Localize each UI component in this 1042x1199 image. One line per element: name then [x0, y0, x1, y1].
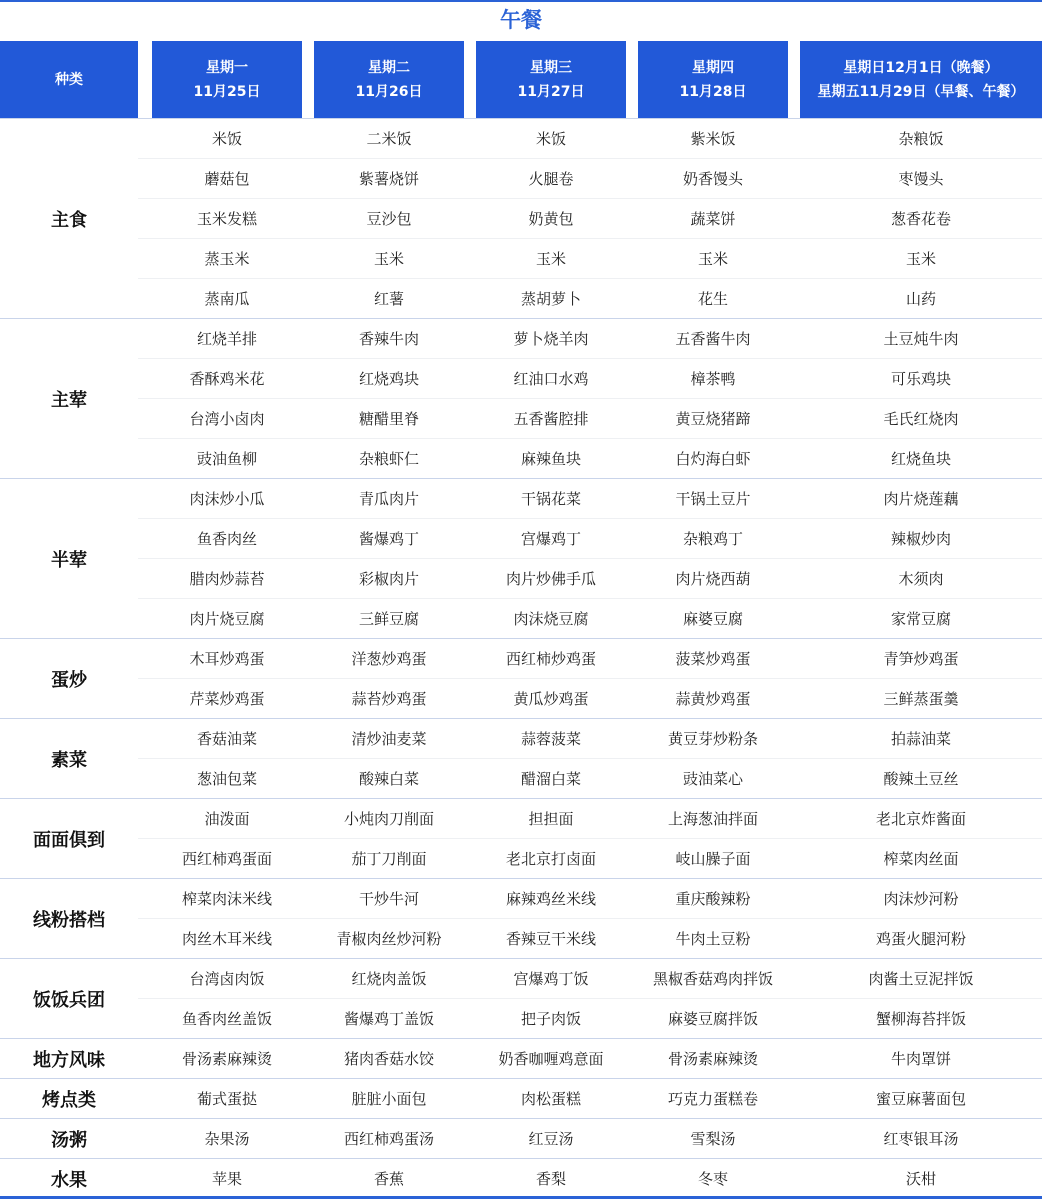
category-label: 半荤 [0, 478, 138, 638]
dish-cell: 杂粮虾仁 [358, 450, 419, 468]
menu-row [138, 278, 1042, 318]
menu-row [138, 638, 1042, 678]
dish-cell: 红烧肉盖饭 [351, 970, 427, 988]
category-label: 素菜 [0, 718, 138, 798]
dish-cell: 老北京打卤面 [505, 850, 596, 868]
header-day-weekday: 星期日12月1日（晚餐） [843, 59, 999, 76]
header-category [0, 41, 138, 118]
dish-cell: 紫米饭 [690, 130, 736, 148]
category-label: 主荤 [0, 318, 138, 478]
dish-cell: 猪肉香菇水饺 [343, 1050, 434, 1068]
dish-cell: 黄瓜炒鸡蛋 [513, 690, 589, 708]
dish-cell: 豆沙包 [366, 210, 412, 228]
dish-cell: 香菇油菜 [196, 730, 257, 748]
dish-cell: 玉米发糕 [196, 210, 257, 228]
dish-cell: 土豆炖牛肉 [883, 330, 959, 348]
dish-cell: 蒜黄炒鸡蛋 [675, 690, 751, 708]
dish-cell: 枣馒头 [898, 170, 944, 188]
dish-cell: 苹果 [211, 1170, 242, 1188]
dish-cell: 玉米 [697, 250, 728, 268]
dish-cell: 青瓜肉片 [358, 490, 419, 508]
dish-cell: 茄丁刀削面 [351, 850, 427, 868]
menu-title: 午餐 [0, 0, 1042, 38]
header-day-4 [638, 41, 788, 118]
dish-cell: 肉丝木耳米线 [181, 930, 272, 948]
header-day-3 [476, 41, 626, 118]
dish-cell: 骨汤素麻辣烫 [667, 1050, 758, 1068]
dish-cell: 上海葱油拌面 [667, 810, 758, 828]
dish-cell: 肉沫炒河粉 [883, 890, 959, 908]
dish-cell: 肉片炒佛手瓜 [505, 570, 596, 588]
dish-cell: 三鲜蒸蛋羹 [883, 690, 959, 708]
dish-cell: 酱爆鸡丁 [358, 530, 419, 548]
dish-cell: 萝卜烧羊肉 [513, 330, 589, 348]
dish-cell: 家常豆腐 [890, 610, 951, 628]
dish-cell: 酸辣土豆丝 [883, 770, 959, 788]
header-day-weekday: 星期四 [692, 59, 734, 76]
dish-cell: 西红柿鸡蛋汤 [343, 1130, 434, 1148]
dish-cell: 奶香馒头 [682, 170, 743, 188]
dish-cell: 豉油菜心 [682, 770, 743, 788]
category-label: 烤点类 [0, 1078, 138, 1118]
dish-cell: 黄豆烧猪蹄 [675, 410, 751, 428]
menu-row [138, 678, 1042, 718]
dish-cell: 木耳炒鸡蛋 [189, 650, 265, 668]
menu-row [138, 838, 1042, 878]
menu-row [138, 958, 1042, 998]
menu-row [138, 558, 1042, 598]
dish-cell: 红烧鸡块 [358, 370, 419, 388]
dish-cell: 油泼面 [204, 810, 250, 828]
dish-cell: 蟹柳海苔拌饭 [875, 1010, 966, 1028]
menu-row [138, 998, 1042, 1038]
dish-cell: 肉酱土豆泥拌饭 [868, 970, 974, 988]
dish-cell: 干炒牛河 [358, 890, 419, 908]
dish-cell: 肉松蛋糕 [520, 1090, 581, 1108]
menu-row [138, 758, 1042, 798]
menu-row [138, 1118, 1042, 1158]
dish-cell: 五香酱牛肉 [675, 330, 751, 348]
dish-cell: 山药 [905, 290, 936, 308]
dish-cell: 辣椒炒肉 [890, 530, 951, 548]
dish-cell: 二米饭 [366, 130, 412, 148]
dish-cell: 玉米 [535, 250, 566, 268]
dish-cell: 牛肉土豆粉 [675, 930, 751, 948]
dish-cell: 洋葱炒鸡蛋 [351, 650, 427, 668]
dish-cell: 奶香咖喱鸡意面 [498, 1050, 604, 1068]
dish-cell: 蔬菜饼 [690, 210, 736, 228]
dish-cell: 蒸玉米 [204, 250, 250, 268]
dish-cell: 岐山臊子面 [675, 850, 751, 868]
dish-cell: 杂果汤 [204, 1130, 250, 1148]
dish-cell: 酸辣白菜 [358, 770, 419, 788]
category-label: 蛋炒 [0, 638, 138, 718]
dish-cell: 清炒油麦菜 [351, 730, 427, 748]
menu-row [138, 1038, 1042, 1078]
dish-cell: 香蕉 [373, 1170, 404, 1188]
dish-cell: 菠菜炒鸡蛋 [675, 650, 751, 668]
dish-cell: 麻婆豆腐拌饭 [667, 1010, 758, 1028]
dish-cell: 麻婆豆腐 [682, 610, 743, 628]
dish-cell: 肉片烧莲藕 [883, 490, 959, 508]
dish-cell: 干锅花菜 [520, 490, 581, 508]
dish-cell: 把子肉饭 [520, 1010, 581, 1028]
category-label: 水果 [0, 1158, 138, 1198]
dish-cell: 醋溜白菜 [520, 770, 581, 788]
dish-cell: 蒜苔炒鸡蛋 [351, 690, 427, 708]
category-label: 主食 [0, 118, 138, 318]
header-category-label: 种类 [55, 71, 83, 88]
category-label: 地方风味 [0, 1038, 138, 1078]
dish-cell: 蜜豆麻薯面包 [875, 1090, 966, 1108]
dish-cell: 玉米 [905, 250, 936, 268]
header-day-date: 11月28日 [679, 83, 747, 100]
menu-row [138, 158, 1042, 198]
dish-cell: 红烧鱼块 [890, 450, 951, 468]
dish-cell: 肉片烧豆腐 [189, 610, 265, 628]
dish-cell: 脏脏小面包 [351, 1090, 427, 1108]
dish-cell: 杂粮鸡丁 [682, 530, 743, 548]
menu-row [138, 1158, 1042, 1198]
header-day-date: 星期五11月29日（早餐、午餐） [817, 83, 1025, 100]
dish-cell: 红枣银耳汤 [883, 1130, 959, 1148]
dish-cell: 黑椒香菇鸡肉拌饭 [652, 970, 773, 988]
dish-cell: 香梨 [535, 1170, 566, 1188]
category-label: 线粉搭档 [0, 878, 138, 958]
dish-cell: 花生 [697, 290, 728, 308]
dish-cell: 榨菜肉丝面 [883, 850, 959, 868]
menu-row [138, 878, 1042, 918]
menu-row [138, 438, 1042, 478]
dish-cell: 干锅土豆片 [675, 490, 751, 508]
menu-row [138, 798, 1042, 838]
dish-cell: 葱香花卷 [890, 210, 951, 228]
menu-row [138, 598, 1042, 638]
dish-cell: 沃柑 [905, 1170, 936, 1188]
header-day-weekday: 星期二 [368, 59, 410, 76]
dish-cell: 老北京炸酱面 [875, 810, 966, 828]
dish-cell: 红豆汤 [528, 1130, 574, 1148]
menu-row [138, 478, 1042, 518]
dish-cell: 杂粮饭 [898, 130, 944, 148]
header-day-date: 11月27日 [517, 83, 585, 100]
menu-row [138, 238, 1042, 278]
dish-cell: 巧克力蛋糕卷 [667, 1090, 758, 1108]
dish-cell: 红烧羊排 [196, 330, 257, 348]
category-label: 面面俱到 [0, 798, 138, 878]
dish-cell: 雪梨汤 [690, 1130, 736, 1148]
dish-cell: 白灼海白虾 [675, 450, 751, 468]
category-label: 汤粥 [0, 1118, 138, 1158]
dish-cell: 香辣牛肉 [358, 330, 419, 348]
dish-cell: 小炖肉刀削面 [343, 810, 434, 828]
dish-cell: 紫薯烧饼 [358, 170, 419, 188]
dish-cell: 冬枣 [697, 1170, 728, 1188]
dish-cell: 麻辣鸡丝米线 [505, 890, 596, 908]
dish-cell: 蒸胡萝卜 [520, 290, 581, 308]
dish-cell: 西红柿炒鸡蛋 [505, 650, 596, 668]
dish-cell: 红油口水鸡 [513, 370, 589, 388]
dish-cell: 台湾卤肉饭 [189, 970, 265, 988]
header-day-1 [152, 41, 302, 118]
dish-cell: 可乐鸡块 [890, 370, 951, 388]
dish-cell: 拍蒜油菜 [890, 730, 951, 748]
dish-cell: 鸡蛋火腿河粉 [875, 930, 966, 948]
dish-cell: 蘑菇包 [204, 170, 250, 188]
dish-cell: 担担面 [528, 810, 574, 828]
dish-cell: 樟茶鸭 [690, 370, 736, 388]
dish-cell: 腊肉炒蒜苔 [189, 570, 265, 588]
dish-cell: 米饭 [535, 130, 566, 148]
dish-cell: 西红柿鸡蛋面 [181, 850, 272, 868]
dish-cell: 玉米 [373, 250, 404, 268]
dish-cell: 香辣豆干米线 [505, 930, 596, 948]
dish-cell: 肉片烧西葫 [675, 570, 751, 588]
menu-row [138, 358, 1042, 398]
dish-cell: 重庆酸辣粉 [675, 890, 751, 908]
dish-cell: 青椒肉丝炒河粉 [336, 930, 442, 948]
dish-cell: 宫爆鸡丁饭 [513, 970, 589, 988]
menu-row [138, 718, 1042, 758]
dish-cell: 黄豆芽炒粉条 [667, 730, 758, 748]
dish-cell: 肉沫炒小瓜 [189, 490, 265, 508]
dish-cell: 木须肉 [898, 570, 944, 588]
menu-row [138, 398, 1042, 438]
dish-cell: 米饭 [211, 130, 242, 148]
dish-cell: 香酥鸡米花 [189, 370, 265, 388]
dish-cell: 青笋炒鸡蛋 [883, 650, 959, 668]
menu-row [138, 318, 1042, 358]
dish-cell: 鱼香肉丝盖饭 [181, 1010, 272, 1028]
header-day-weekday: 星期三 [530, 59, 572, 76]
dish-cell: 榨菜肉沫米线 [181, 890, 272, 908]
dish-cell: 葡式蛋挞 [196, 1090, 257, 1108]
dish-cell: 台湾小卤肉 [189, 410, 265, 428]
dish-cell: 彩椒肉片 [358, 570, 419, 588]
dish-cell: 糖醋里脊 [358, 410, 419, 428]
dish-cell: 火腿卷 [528, 170, 574, 188]
dish-cell: 宫爆鸡丁 [520, 530, 581, 548]
dish-cell: 三鲜豆腐 [358, 610, 419, 628]
menu-row [138, 118, 1042, 158]
header-day-5 [800, 41, 1042, 118]
dish-cell: 麻辣鱼块 [520, 450, 581, 468]
dish-cell: 蒸南瓜 [204, 290, 250, 308]
dish-cell: 葱油包菜 [196, 770, 257, 788]
header-day-date: 11月25日 [193, 83, 261, 100]
dish-cell: 五香酱腔排 [513, 410, 589, 428]
dish-cell: 酱爆鸡丁盖饭 [343, 1010, 434, 1028]
dish-cell: 芹菜炒鸡蛋 [189, 690, 265, 708]
dish-cell: 毛氏红烧肉 [883, 410, 959, 428]
header-day-date: 11月26日 [355, 83, 423, 100]
dish-cell: 鱼香肉丝 [196, 530, 257, 548]
dish-cell: 红薯 [373, 290, 404, 308]
category-label: 饭饭兵团 [0, 958, 138, 1038]
dish-cell: 肉沫烧豆腐 [513, 610, 589, 628]
header-day-2 [314, 41, 464, 118]
menu-row [138, 198, 1042, 238]
dish-cell: 豉油鱼柳 [196, 450, 257, 468]
dish-cell: 奶黄包 [528, 210, 574, 228]
dish-cell: 骨汤素麻辣烫 [181, 1050, 272, 1068]
menu-row [138, 518, 1042, 558]
header-day-weekday: 星期一 [206, 59, 248, 76]
dish-cell: 牛肉罩饼 [890, 1050, 951, 1068]
dish-cell: 蒜蓉菠菜 [520, 730, 581, 748]
menu-row [138, 1078, 1042, 1118]
menu-row [138, 918, 1042, 958]
